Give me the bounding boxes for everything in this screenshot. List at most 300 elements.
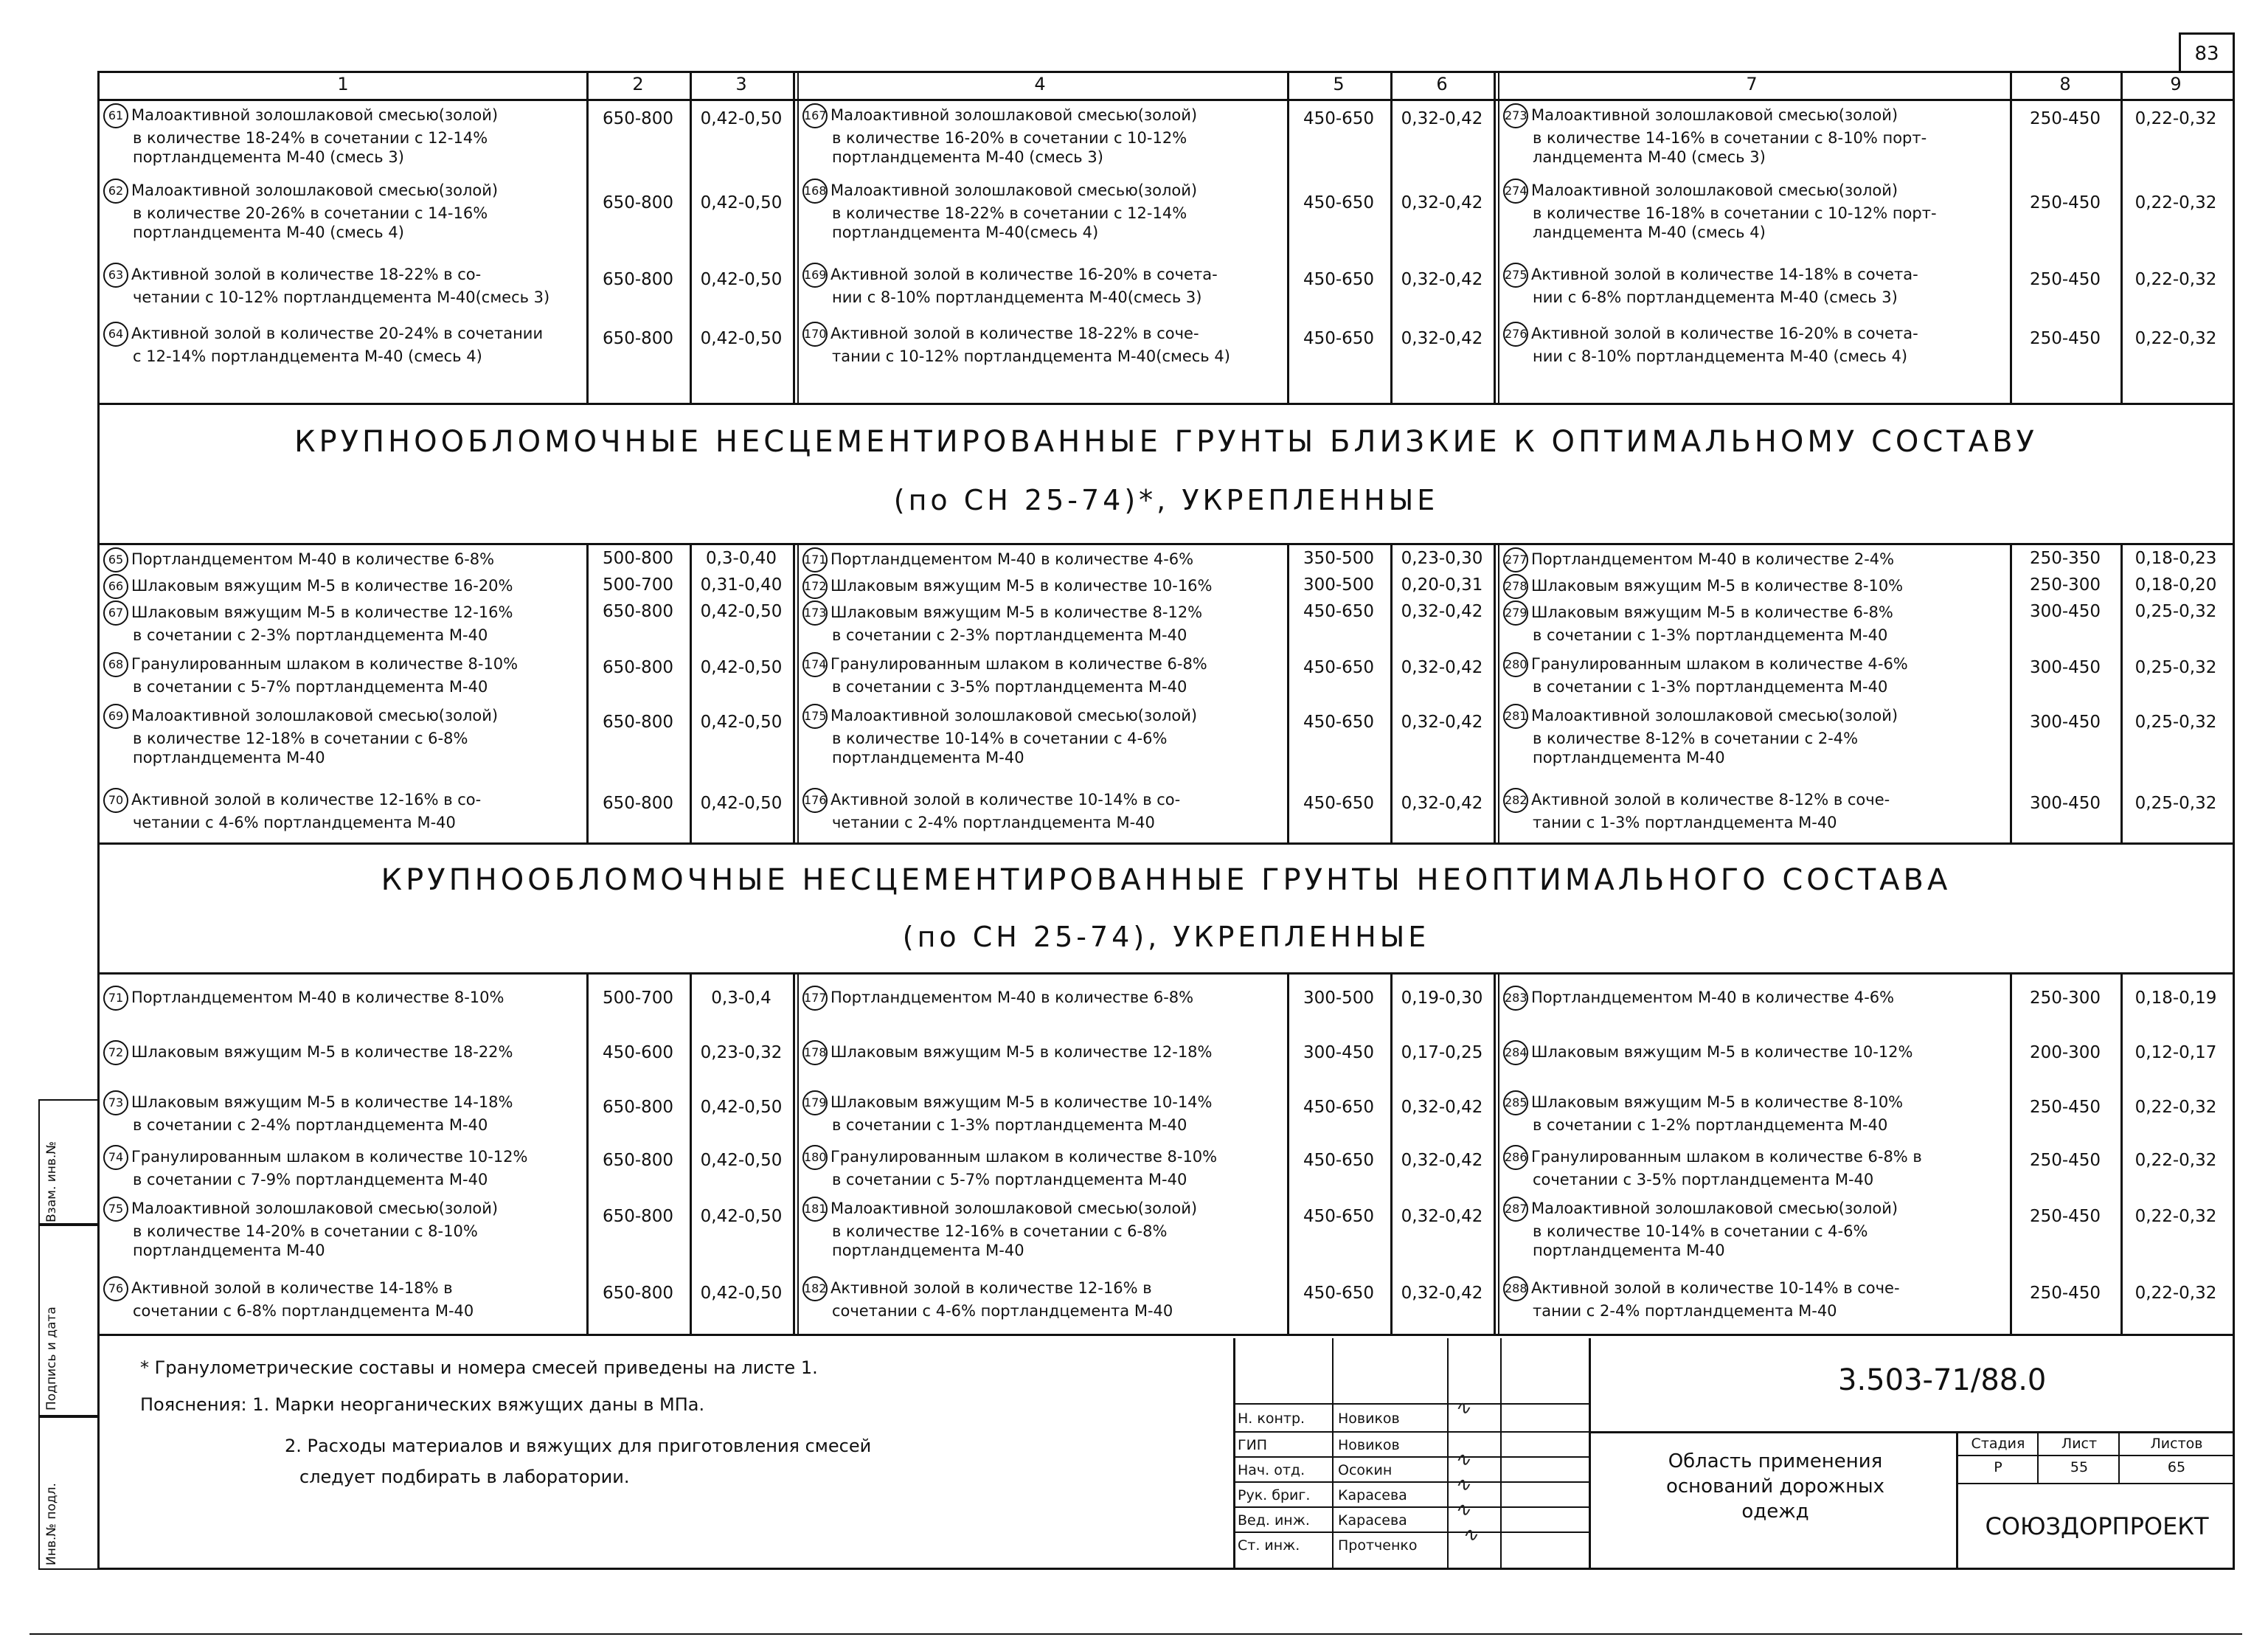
drawing-title [1602,1449,1949,1524]
col-header-4: 4 [1034,74,1046,94]
ratio-value: 0,32-0,42 [1401,1151,1483,1170]
col-divider [797,543,799,842]
mix-number: 285 [1503,1090,1528,1115]
mix-entry [103,600,513,645]
col-header-8: 8 [2059,74,2071,94]
mix-text: в количестве 16-20% в сочетании с 10-12% [832,129,1187,147]
ratio-value: 0,32-0,42 [1401,1207,1483,1226]
ratio-value: 0,12-0,17 [2135,1043,2217,1062]
mix-text: нии с 8-10% портландцемента М-40 (смесь 4) [1533,347,1908,365]
density-value: 250-450 [2029,1098,2101,1117]
sheets-label: Листов [2150,1436,2203,1452]
mix-text: портландцемента М-40 (смесь 4) [133,224,404,241]
mix-text: Портландцементом М-40 в количестве 8-10% [131,989,504,1006]
mix-text: Шлаковым вяжущим М-5 в количестве 10-16% [830,577,1213,595]
density-value: 250-350 [2029,549,2101,568]
mix-text: Активной золой в количестве 16-20% в сочета- [1531,325,1918,342]
density-value: 650-800 [602,270,674,289]
mix-text: в сочетании с 1-3% портландцемента М-40 [832,1116,1187,1134]
mix-text: в количестве 16-18% в сочетании с 10-12% порт- [1533,204,1937,222]
mix-text: Малоактивной золошлаковой смесью(золой) [1531,181,1898,199]
mix-text: в количестве 14-16% в сочетании с 8-10% порт- [1533,129,1927,147]
mix-entry [1503,1197,1898,1260]
role-label: Н. контр. [1238,1411,1305,1427]
mix-number: 172 [802,574,828,599]
mix-text: портландцемента М-40 [1533,1242,1725,1259]
density-value: 650-800 [602,794,674,813]
mix-entry [802,103,1197,167]
mix-text: Активной золой в количестве 14-18% в [131,1279,453,1297]
mix-number: 71 [103,986,128,1011]
mix-number: 175 [802,704,828,729]
sheet-number: 83 [2179,32,2235,72]
mix-text: нии с 6-8% портландцемента М-40 (смесь 3) [1533,288,1898,306]
col-divider [1287,543,1289,842]
side-stamp-replace [38,1099,97,1225]
tb-border [1956,1483,2235,1484]
col-divider [586,71,589,403]
density-value: 300-450 [2029,658,2101,677]
col-divider [1390,972,1393,1334]
col-divider [2010,543,2012,842]
mix-text: в количестве 8-12% в сочетании с 2-4% [1533,730,1859,747]
mix-text: Шлаковым вяжущим М-5 в количестве 18-22% [131,1043,513,1061]
density-value: 650-800 [602,658,674,677]
density-value: 650-800 [602,1098,674,1117]
role-label: Вед. инж. [1238,1512,1310,1529]
mix-number: 171 [802,547,828,572]
mix-entry [1503,103,1927,167]
mix-text: тании с 10-12% портландцемента М-40(смесь 4) [832,347,1230,365]
ratio-value: 0,42-0,50 [700,270,783,289]
mix-entry [802,263,1218,307]
mix-entry [103,322,543,366]
signature: ∿ [1454,1397,1471,1419]
mix-entry [802,547,1193,572]
density-value: 650-800 [602,193,674,212]
tb-border [1956,1431,1958,1570]
density-value: 250-450 [2029,270,2101,289]
mix-text: сочетании с 3-5% портландцемента М-40 [1533,1171,1874,1188]
ratio-value: 0,18-0,23 [2135,549,2217,568]
mix-number: 182 [802,1276,828,1301]
density-value: 300-500 [1303,989,1375,1008]
density-value: 450-650 [1303,193,1375,212]
mix-number: 281 [1503,704,1528,729]
mix-text: в количестве 10-14% в сочетании с 4-6% [832,730,1168,747]
tb-border [1233,1456,1589,1458]
mix-number: 169 [802,263,828,288]
ratio-value: 0,42-0,50 [700,1098,783,1117]
drawing-title-line: Область применения [1668,1450,1883,1472]
mix-number: 68 [103,652,128,677]
mix-entry [1503,263,1918,307]
density-value: 250-300 [2029,989,2101,1008]
mix-text: портландцемента М-40(смесь 4) [832,224,1099,241]
mix-number: 75 [103,1197,128,1222]
mix-number: 287 [1503,1197,1528,1222]
ratio-value: 0,32-0,42 [1401,109,1483,128]
title-block [1233,1338,2235,1570]
density-value: 300-450 [2029,602,2101,621]
mix-entry [103,788,481,832]
ratio-value: 0,22-0,32 [2135,1151,2217,1170]
mix-entry [1503,1090,1903,1135]
col-header-7: 7 [1746,74,1758,94]
col-divider [1287,71,1289,403]
density-value: 650-800 [602,713,674,732]
mix-text: в количестве 20-26% в сочетании с 14-16% [133,204,488,222]
mix-entry [1503,547,1894,572]
mix-number: 63 [103,263,128,288]
mix-entry [103,574,513,599]
mix-number: 76 [103,1276,128,1301]
section-title: КРУПНООБЛОМОЧНЫЕ НЕСЦЕМЕНТИРОВАННЫЕ ГРУНТЫ БЛИЗКИЕ К ОПТИМАЛЬНОМУ СОСТАВУ [294,425,2038,459]
note-1: Пояснения: 1. Марки неорганических вяжущих даны в МПа. [140,1394,705,1415]
mix-text: Активной золой в количестве 12-16% в [830,1279,1152,1297]
mix-text: Активной золой в количестве 10-14% в соче- [1531,1279,1900,1297]
density-value: 350-500 [1303,549,1375,568]
mix-entry [1503,1276,1900,1321]
density-value: 450-650 [1303,329,1375,348]
mix-entry [802,179,1197,242]
role-label: Ст. инж. [1238,1537,1300,1554]
col-divider [2120,543,2123,842]
header-divider [97,99,2235,101]
col-divider [2120,71,2123,403]
mix-text: Шлаковым вяжущим М-5 в количестве 12-18% [830,1043,1213,1061]
mix-text: Малоактивной золошлаковой смесью(золой) [131,707,499,724]
footnote: * Гранулометрические составы и номера смесей приведены на листе 1. [140,1357,818,1378]
density-value: 300-450 [1303,1043,1375,1062]
section-title: КРУПНООБЛОМОЧНЫЕ НЕСЦЕМЕНТИРОВАННЫЕ ГРУНТЫ НЕОПТИМАЛЬНОГО СОСТАВА [381,863,1952,897]
mix-number: 177 [802,986,828,1011]
mix-entry [1503,574,1903,599]
mix-text: Гранулированным шлаком в количестве 8-10% [830,1148,1218,1166]
mix-text: Шлаковым вяжущим М-5 в количестве 6-8% [1531,603,1893,621]
drawing-title-line: одежд [1741,1501,1809,1523]
section-subtitle: (по СН 25-74), УКРЕПЛЕННЫЕ [902,921,1430,953]
sheets-value: 65 [2167,1459,2186,1475]
mix-text: портландцемента М-40 (смесь 3) [832,148,1103,166]
tb-border [1500,1338,1502,1570]
side-stamp-inventory [38,1416,97,1570]
density-value: 450-600 [602,1043,674,1062]
mix-entry [103,179,498,242]
mix-text: Малоактивной золошлаковой смесью(золой) [131,181,499,199]
ratio-value: 0,42-0,50 [700,602,783,621]
mix-text: в количестве 12-18% в сочетании с 6-8% [133,730,468,747]
mix-number: 174 [802,652,828,677]
mix-entry [103,1197,498,1260]
mix-entry [1503,986,1894,1011]
mix-number: 67 [103,600,128,626]
ratio-value: 0,22-0,32 [2135,109,2217,128]
mix-number: 179 [802,1090,828,1115]
mix-text: четании с 4-6% портландцемента М-40 [133,814,456,831]
mix-number: 173 [802,600,828,626]
person-name: Новиков [1338,1437,1400,1453]
mix-number: 279 [1503,600,1528,626]
mix-text: Гранулированным шлаком в количестве 6-8% в [1531,1148,1922,1166]
mix-text: Малоактивной золошлаковой смесью(золой) [131,1200,499,1217]
mix-text: Гранулированным шлаком в количестве 8-10% [131,655,519,673]
col-divider [1498,972,1499,1334]
mix-text: в количестве 10-14% в сочетании с 4-6% [1533,1222,1868,1240]
tb-border [1233,1506,1589,1508]
ratio-value: 0,22-0,32 [2135,1207,2217,1226]
ratio-value: 0,17-0,25 [1401,1043,1483,1062]
person-name: Осокин [1338,1462,1393,1478]
tb-border [1332,1338,1334,1570]
col-header-1: 1 [337,74,349,94]
mix-entry [802,652,1207,696]
mix-text: портландцемента М-40 [133,749,325,766]
ratio-value: 0,25-0,32 [2135,794,2217,813]
trim-line [30,1633,2242,1635]
col-divider [2120,972,2123,1334]
tb-border [1589,1338,1591,1570]
ratio-value: 0,18-0,20 [2135,575,2217,595]
mix-number: 275 [1503,263,1528,288]
mix-number: 288 [1503,1276,1528,1301]
ratio-value: 0,25-0,32 [2135,713,2217,732]
mix-number: 167 [802,103,828,128]
mix-text: в сочетании с 2-3% портландцемента М-40 [832,626,1187,644]
tb-border [1447,1338,1449,1570]
mix-text: Портландцементом М-40 в количестве 4-6% [1531,989,1895,1006]
col-header-2: 2 [632,74,644,94]
mix-text: тании с 2-4% портландцемента М-40 [1533,1302,1837,1320]
mix-number: 176 [802,788,828,813]
density-value: 650-800 [602,1151,674,1170]
col-header-9: 9 [2170,74,2182,94]
mix-text: Шлаковым вяжущим М-5 в количестве 8-10% [1531,577,1904,595]
mix-number: 61 [103,103,128,128]
side-stamp-signature-label: Подпись и дата [44,1306,59,1411]
mix-entry [1503,1040,1913,1065]
section-divider [97,403,2235,405]
mix-number: 66 [103,574,128,599]
tb-border [1233,1531,1589,1533]
person-name: Карасева [1338,1487,1407,1503]
mix-text: Малоактивной золошлаковой смесью(золой) [1531,707,1898,724]
section-subtitle: (по СН 25-74)*, УКРЕПЛЕННЫЕ [893,484,1439,516]
density-value: 450-650 [1303,1098,1375,1117]
mix-text: ландцемента М-40 (смесь 3) [1533,148,1766,166]
mix-number: 274 [1503,179,1528,204]
mix-number: 74 [103,1145,128,1170]
mix-entry [103,547,494,572]
mix-text: Портландцементом М-40 в количестве 6-8% [131,550,495,568]
mix-text: четании с 2-4% портландцемента М-40 [832,814,1155,831]
density-value: 250-450 [2029,1151,2101,1170]
mix-number: 72 [103,1040,128,1065]
tb-border [2118,1431,2120,1483]
density-value: 650-800 [602,602,674,621]
mix-text: Активной золой в количестве 8-12% в соче- [1531,791,1890,809]
col-header-3: 3 [735,74,747,94]
mix-text: Шлаковым вяжущим М-5 в количестве 14-18% [131,1093,513,1111]
mix-entry [103,263,549,307]
col-divider [1494,71,1496,403]
mix-entry [103,652,518,696]
ratio-value: 0,32-0,42 [1401,1284,1483,1303]
mix-text: Активной золой в количестве 10-14% в со- [830,791,1181,809]
ratio-value: 0,3-0,4 [711,989,771,1008]
col-divider [1498,71,1499,403]
mix-text: портландцемента М-40 [832,749,1024,766]
density-value: 450-650 [1303,109,1375,128]
density-value: 300-500 [1303,575,1375,595]
mix-text: ландцемента М-40 (смесь 4) [1533,224,1766,241]
mix-entry [103,986,504,1011]
ratio-value: 0,32-0,42 [1401,713,1483,732]
mix-entry [802,1040,1213,1065]
col-divider [690,972,692,1334]
drawing-title-line: оснований дорожных [1665,1475,1885,1498]
ratio-value: 0,32-0,42 [1401,193,1483,212]
organization: СОЮЗДОРПРОЕКТ [1985,1512,2209,1540]
col-divider [793,71,795,403]
density-value: 250-450 [2029,1207,2101,1226]
ratio-value: 0,31-0,40 [700,575,783,595]
density-value: 250-450 [2029,1284,2101,1303]
mix-text: Активной золой в количестве 16-20% в сочета- [830,266,1218,283]
mix-text: Активной золой в количестве 12-16% в со- [131,791,482,809]
ratio-value: 0,32-0,42 [1401,1098,1483,1117]
mix-entry [1503,788,1890,832]
density-value: 450-650 [1303,1284,1375,1303]
mix-entry [802,986,1193,1011]
col-header-5: 5 [1333,74,1345,94]
mix-entry [802,1145,1217,1189]
mix-text: в сочетании с 2-3% портландцемента М-40 [133,626,488,644]
tb-border [1956,1455,2235,1456]
col-divider [1287,972,1289,1334]
section-divider [97,972,2235,975]
mix-number: 284 [1503,1040,1528,1065]
signature: ∿ [1454,1449,1471,1471]
tb-border [1233,1338,1235,1570]
ratio-value: 0,32-0,42 [1401,602,1483,621]
ratio-value: 0,22-0,32 [2135,1284,2217,1303]
tb-border [1233,1403,1589,1405]
density-value: 450-650 [1303,658,1375,677]
mix-number: 276 [1503,322,1528,347]
density-value: 250-450 [2029,193,2101,212]
mix-text: Шлаковым вяжущим М-5 в количестве 10-12% [1531,1043,1913,1061]
density-value: 250-300 [2029,575,2101,595]
mix-text: Гранулированным шлаком в количестве 4-6% [1531,655,1908,673]
col-divider [1390,543,1393,842]
mix-entry [103,704,498,767]
note-2: 2. Расходы материалов и вяжущих для приготовления смесей [285,1436,872,1456]
mix-text: тании с 1-3% портландцемента М-40 [1533,814,1837,831]
ratio-value: 0,23-0,32 [700,1043,783,1062]
mix-text: Шлаковым вяжущим М-5 в количестве 12-16% [131,603,513,621]
mix-number: 278 [1503,574,1528,599]
mix-number: 168 [802,179,828,204]
mix-text: Шлаковым вяжущим М-5 в количестве 16-20% [131,577,513,595]
role-label: Рук. бриг. [1238,1487,1311,1503]
section-divider [97,543,2235,545]
density-value: 450-650 [1303,1151,1375,1170]
mix-entry [802,1090,1213,1135]
mix-number: 62 [103,179,128,204]
mix-entry [103,1040,513,1065]
mix-text: портландцемента М-40 [1533,749,1725,766]
mix-text: Активной золой в количестве 20-24% в сочетании [131,325,544,342]
mix-entry [1503,652,1908,696]
col-divider [1390,71,1393,403]
density-value: 450-650 [1303,794,1375,813]
density-value: 300-450 [2029,794,2101,813]
col-divider [586,972,589,1334]
ratio-value: 0,42-0,50 [700,794,783,813]
mix-text: в сочетании с 7-9% портландцемента М-40 [133,1171,488,1188]
mix-entry [802,322,1230,366]
mix-entry [802,574,1213,599]
mix-number: 283 [1503,986,1528,1011]
mix-number: 178 [802,1040,828,1065]
mix-entry [802,788,1180,832]
col-divider [1494,543,1496,842]
mix-number: 180 [802,1145,828,1170]
signature: ∿ [1462,1524,1478,1546]
density-value: 300-450 [2029,713,2101,732]
mix-text: в количестве 12-16% в сочетании с 6-8% [832,1222,1168,1240]
density-value: 250-450 [2029,329,2101,348]
ratio-value: 0,22-0,32 [2135,193,2217,212]
stage-value: Р [1994,1459,2002,1475]
col-divider [1494,972,1496,1334]
col-divider [586,543,589,842]
density-value: 450-650 [1303,713,1375,732]
person-name: Карасева [1338,1512,1407,1529]
mix-text: в сочетании с 2-4% портландцемента М-40 [133,1116,488,1134]
mix-entry [103,1145,527,1189]
mix-text: четании с 10-12% портландцемента М-40(смесь 3) [133,288,550,306]
section-divider [97,1334,2235,1336]
mix-text: портландцемента М-40 [133,1242,325,1259]
mix-text: в количестве 18-22% в сочетании с 12-14% [832,204,1187,222]
mix-text: с 12-14% портландцемента М-40 (смесь 4) [133,347,482,365]
mix-entry [802,704,1197,767]
ratio-value: 0,32-0,42 [1401,794,1483,813]
mix-text: в сочетании с 1-2% портландцемента М-40 [1533,1116,1888,1134]
mix-number: 170 [802,322,828,347]
mix-text: Активной золой в количестве 18-22% в соче- [830,325,1199,342]
ratio-value: 0,42-0,50 [700,329,783,348]
mix-number: 65 [103,547,128,572]
signature: ∿ [1454,1499,1471,1521]
col-divider [1498,543,1499,842]
mix-entry [1503,179,1937,242]
mix-entry [1503,704,1898,767]
mix-text: в сочетании с 5-7% портландцемента М-40 [832,1171,1187,1188]
ratio-value: 0,32-0,42 [1401,270,1483,289]
density-value: 500-700 [602,989,674,1008]
tb-border [1233,1431,1589,1433]
side-stamp-inventory-label: Инв.№ подл. [44,1483,59,1565]
ratio-value: 0,42-0,50 [700,713,783,732]
mix-entry [103,1090,513,1135]
mix-text: нии с 8-10% портландцемента М-40(смесь 3) [832,288,1202,306]
col-divider [2010,972,2012,1334]
mix-text: в сочетании с 1-3% портландцемента М-40 [1533,626,1888,644]
mix-number: 73 [103,1090,128,1115]
